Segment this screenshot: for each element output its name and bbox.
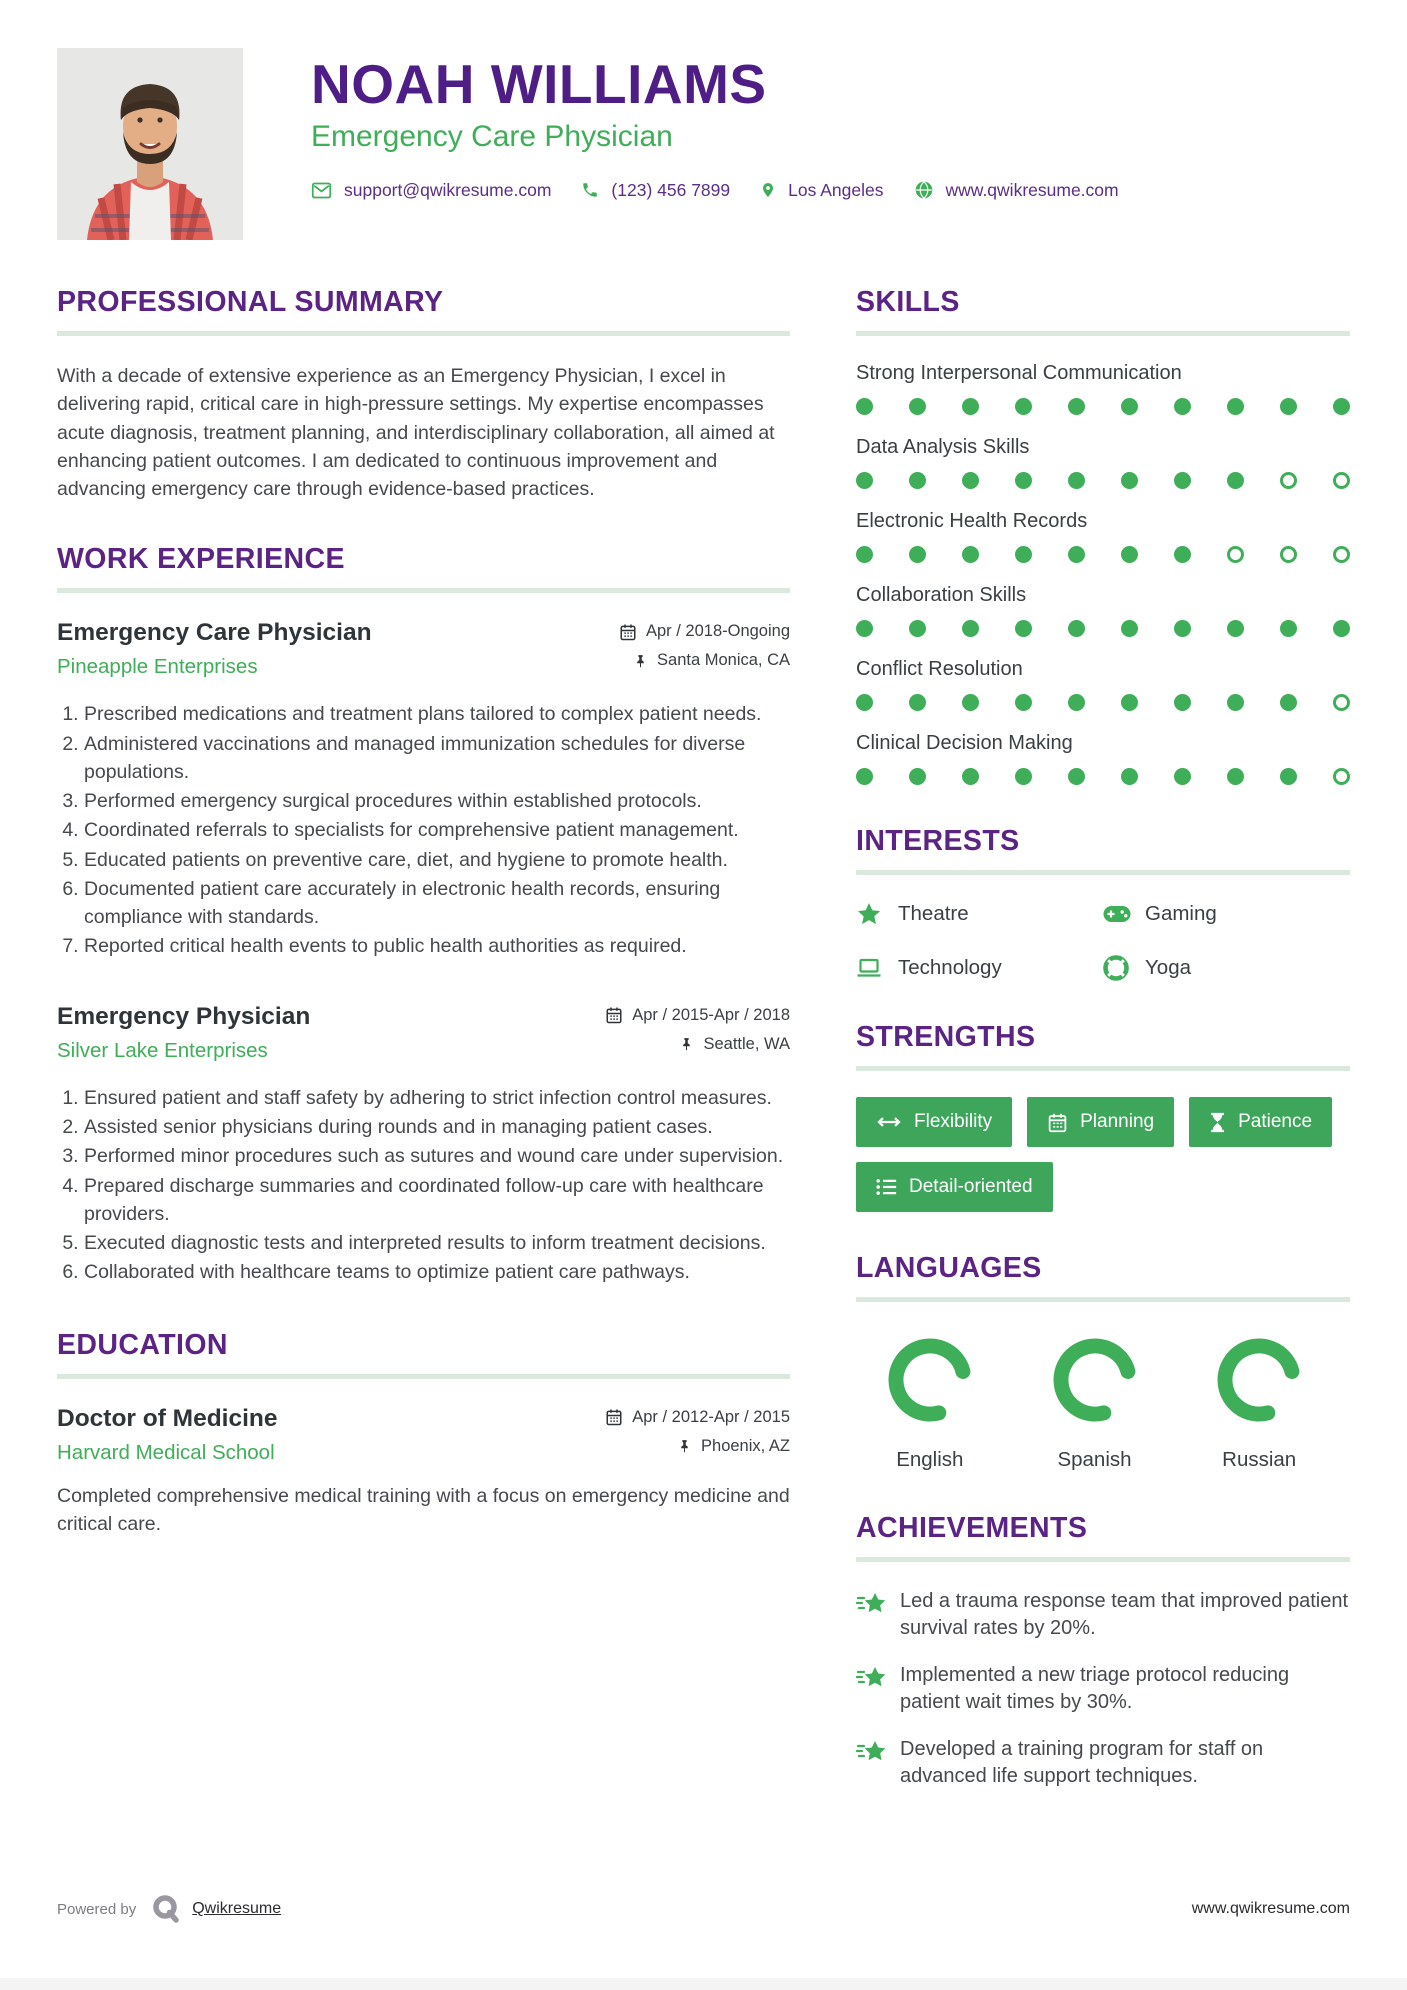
- strength-detail-oriented: [856, 1162, 1053, 1212]
- contact-phone-text: (123) 456 7899: [611, 179, 731, 200]
- skill-rating-dots: [856, 472, 1350, 489]
- pushpin-icon: [633, 653, 648, 669]
- contact-email[interactable]: [311, 180, 551, 201]
- education-dates-text: Apr / 2012-Apr / 2015: [632, 1407, 790, 1426]
- dot-filled: [1280, 620, 1297, 637]
- dot-filled: [1174, 620, 1191, 637]
- powered-by-label: Powered by: [57, 1900, 137, 1918]
- job-duty: 1. Ensured patient and staff safety by adhering to strict infection control measures.: [84, 1084, 790, 1112]
- skill-name: Collaboration Skills: [856, 584, 1027, 606]
- interest-label: Gaming: [1145, 902, 1217, 925]
- languages-list: [856, 1328, 1350, 1472]
- achievement-text: Developed a training program for staff on advanced life support techniques.: [900, 1738, 1264, 1787]
- section-skills: [856, 286, 1350, 785]
- dot-filled: [1068, 398, 1085, 415]
- interest-technology: [856, 955, 1103, 981]
- footer-branding: [57, 1893, 281, 1925]
- job-title: Emergency Care Physician: [57, 619, 372, 647]
- section-divider: [57, 1374, 790, 1379]
- job-location-text: Seattle, WA: [703, 1034, 790, 1053]
- skill-item: [856, 510, 1350, 563]
- skill-item: [856, 584, 1350, 637]
- skill-rating-dots: [856, 694, 1350, 711]
- interest-label: Theatre: [898, 902, 969, 925]
- section-heading-strengths: STRENGTHS: [856, 1021, 1036, 1053]
- skill-item: [856, 732, 1350, 785]
- person-job-title: Emergency Care Physician: [311, 119, 673, 153]
- language-label: Spanish: [1057, 1448, 1132, 1471]
- job-duty-list: [57, 1084, 790, 1287]
- dot-filled: [962, 398, 979, 415]
- interest-label: Yoga: [1145, 956, 1191, 979]
- skill-name: Electronic Health Records: [856, 510, 1088, 532]
- contact-website-text: www.qwikresume.com: [945, 179, 1119, 200]
- strength-patience: [1189, 1097, 1332, 1147]
- section-education: [57, 1329, 790, 1539]
- strength-label: Patience: [1238, 1111, 1313, 1132]
- section-heading-languages: LANGUAGES: [856, 1252, 1042, 1284]
- section-languages: [856, 1252, 1350, 1472]
- skill-item: [856, 362, 1350, 415]
- section-divider: [856, 331, 1350, 336]
- qwikresume-link[interactable]: Qwikresume: [192, 1900, 282, 1917]
- profile-photo-illustration: [57, 48, 243, 240]
- job-meta: [605, 1003, 790, 1064]
- gamepad-icon: [1103, 905, 1137, 923]
- calendar-icon: [619, 623, 637, 641]
- section-achievements: [856, 1512, 1350, 1790]
- education-header: [57, 1405, 790, 1466]
- dot-filled: [1068, 620, 1085, 637]
- laptop-icon: [856, 958, 890, 978]
- dot-filled: [1015, 472, 1032, 489]
- dot-filled: [856, 546, 873, 563]
- contact-email-text: support@qwikresume.com: [344, 179, 552, 200]
- dot-filled: [1015, 398, 1032, 415]
- language-gauge: [1207, 1328, 1311, 1432]
- right-column: [856, 286, 1350, 1810]
- dot-filled: [1068, 768, 1085, 785]
- job-company: Silver Lake Enterprises: [57, 1038, 268, 1062]
- dot-filled: [1280, 398, 1297, 415]
- list-icon: [876, 1178, 897, 1196]
- language-label: Russian: [1222, 1448, 1297, 1471]
- skill-name: Conflict Resolution: [856, 658, 1023, 680]
- job-duty: 6. Collaborated with healthcare teams to optimize patient care pathways.: [84, 1258, 790, 1286]
- dot-filled: [1174, 546, 1191, 563]
- calendar-icon: [1047, 1112, 1068, 1133]
- strength-label: Flexibility: [914, 1111, 993, 1132]
- achievement-item: [856, 1588, 1350, 1642]
- section-heading-work-experience: WORK EXPERIENCE: [57, 543, 345, 576]
- contact-location-text: Los Angeles: [788, 179, 884, 200]
- phone-icon: [581, 181, 599, 199]
- email-icon: [311, 180, 332, 201]
- job-duty: 1. Prescribed medications and treatment plans tailored to complex patient needs.: [84, 700, 790, 728]
- dot-filled: [962, 768, 979, 785]
- section-heading-achievements: ACHIEVEMENTS: [856, 1512, 1088, 1544]
- dot-filled: [909, 398, 926, 415]
- achievement-text: Led a trauma response team that improved patient survival rates by 20%.: [900, 1590, 1349, 1639]
- achievement-text: Implemented a new triage protocol reducing patient wait times by 30%.: [900, 1664, 1290, 1713]
- skill-name: Clinical Decision Making: [856, 732, 1073, 754]
- interest-yoga: [1103, 955, 1350, 981]
- job-duty: 3. Performed minor procedures such as sutures and wound care under supervision.: [84, 1142, 790, 1170]
- contact-row: [311, 180, 1149, 201]
- dot-filled: [962, 620, 979, 637]
- skill-name: Data Analysis Skills: [856, 436, 1030, 458]
- dot-filled: [1227, 472, 1244, 489]
- contact-location: [760, 180, 883, 201]
- section-heading-skills: SKILLS: [856, 286, 960, 318]
- skill-rating-dots: [856, 398, 1350, 415]
- job-duty: 2. Administered vaccinations and managed immunization schedules for diverse populations.: [84, 730, 790, 787]
- dot-empty: [1333, 472, 1350, 489]
- interest-theatre: [856, 901, 1103, 927]
- dot-empty: [1333, 546, 1350, 563]
- dot-filled: [1121, 472, 1138, 489]
- dot-filled: [1227, 398, 1244, 415]
- job-dates: [619, 622, 790, 641]
- dot-filled: [1121, 768, 1138, 785]
- dot-filled: [1174, 398, 1191, 415]
- job-company: Pineapple Enterprises: [57, 655, 258, 679]
- dot-filled: [1015, 620, 1032, 637]
- skill-rating-dots: [856, 620, 1350, 637]
- left-right-arrow-icon: [876, 1116, 902, 1128]
- header: [0, 0, 1407, 240]
- job-duty: 5. Educated patients on preventive care, diet, and hygiene to promote health.: [84, 846, 790, 874]
- dot-filled: [1174, 768, 1191, 785]
- calendar-icon: [605, 1006, 623, 1024]
- section-professional-summary: [57, 286, 790, 503]
- section-heading-professional-summary: PROFESSIONAL SUMMARY: [57, 286, 444, 318]
- dot-filled: [1121, 546, 1138, 563]
- pushpin-icon: [677, 1438, 692, 1454]
- job-dates-text: Apr / 2015-Apr / 2018: [632, 1005, 790, 1024]
- dot-filled: [1174, 472, 1191, 489]
- job-entry: [57, 619, 790, 960]
- job-dates: [605, 1006, 790, 1025]
- dot-filled: [856, 620, 873, 637]
- language-label: English: [896, 1448, 964, 1471]
- footer-website[interactable]: www.qwikresume.com: [1191, 1900, 1350, 1917]
- job-duty: 2. Assisted senior physicians during rounds and in managing patient cases.: [84, 1113, 790, 1141]
- section-divider: [856, 870, 1350, 875]
- job-location-text: Santa Monica, CA: [657, 651, 790, 670]
- dot-filled: [1121, 694, 1138, 711]
- job-dates-text: Apr / 2018-Ongoing: [645, 622, 790, 641]
- dot-filled: [962, 694, 979, 711]
- contact-phone[interactable]: [581, 180, 730, 201]
- strength-label: Planning: [1080, 1111, 1155, 1132]
- content: [0, 286, 1407, 1810]
- section-divider: [856, 1297, 1350, 1302]
- dot-empty: [1227, 546, 1244, 563]
- job-duty: 5. Executed diagnostic tests and interpreted results to inform treatment decisions.: [84, 1229, 790, 1257]
- calendar-icon: [605, 1408, 623, 1426]
- summary-text: With a decade of extensive experience as an Emergency Physician, I excel in delivering rapid, critical care in high-pressure settings. My expertise encompasses acute diagnosis, treatment planning, and interdisciplinary collaboration, all aimed at enhancing patient outcomes. I am dedicated to continuous improvement and advancing emergency care through evidence-based practices.: [57, 365, 775, 501]
- skill-rating-dots: [856, 768, 1350, 785]
- left-column: [57, 286, 790, 1810]
- dot-filled: [1015, 694, 1032, 711]
- section-interests: [856, 825, 1350, 981]
- job-duty: 4. Prepared discharge summaries and coordinated follow-up care with healthcare providers.: [84, 1172, 790, 1229]
- lifebuoy-icon: [1103, 955, 1137, 981]
- language-gauge: [878, 1328, 982, 1432]
- strength-planning: [1027, 1097, 1174, 1147]
- dot-empty: [1333, 768, 1350, 785]
- dot-empty: [1333, 694, 1350, 711]
- location-pin-icon: [760, 180, 776, 200]
- dot-filled: [1121, 398, 1138, 415]
- job-header: [57, 619, 790, 680]
- education-meta: [605, 1405, 790, 1466]
- globe-icon: [914, 180, 934, 200]
- dot-filled: [909, 546, 926, 563]
- section-divider: [856, 1557, 1350, 1562]
- job-duty: 6. Documented patient care accurately in electronic health records, ensuring compliance with standards.: [84, 875, 790, 932]
- section-divider: [856, 1066, 1350, 1071]
- dot-filled: [1068, 472, 1085, 489]
- dot-filled: [1068, 694, 1085, 711]
- dot-filled: [1227, 768, 1244, 785]
- dot-filled: [1174, 694, 1191, 711]
- star-icon: [856, 901, 890, 927]
- job-duty: 7. Reported critical health events to public health authorities as required.: [84, 932, 790, 960]
- job-meta: [619, 619, 790, 680]
- language-gauge: [1043, 1328, 1147, 1432]
- hourglass-icon: [1209, 1112, 1226, 1133]
- dot-filled: [1333, 398, 1350, 415]
- dot-filled: [909, 694, 926, 711]
- education-location-text: Phoenix, AZ: [701, 1436, 790, 1455]
- achievement-item: [856, 1736, 1350, 1790]
- shooting-star-icon: [856, 1588, 900, 1642]
- strength-label: Detail-oriented: [909, 1176, 1033, 1197]
- education-dates: [605, 1408, 790, 1427]
- job-location: [605, 1035, 790, 1054]
- skill-item: [856, 436, 1350, 489]
- section-divider: [57, 331, 790, 336]
- section-heading-interests: INTERESTS: [856, 825, 1020, 857]
- dot-filled: [1015, 768, 1032, 785]
- job-duty-list: [57, 700, 790, 960]
- shooting-star-icon: [856, 1736, 900, 1790]
- contact-website[interactable]: [914, 180, 1119, 201]
- dot-filled: [856, 398, 873, 415]
- language-item: [1021, 1328, 1169, 1472]
- dot-filled: [909, 620, 926, 637]
- interest-gaming: [1103, 901, 1350, 927]
- strength-flexibility: [856, 1097, 1012, 1147]
- job-entry: [57, 1003, 790, 1287]
- qwikresume-logo-icon: [150, 1893, 182, 1925]
- job-location: [619, 651, 790, 670]
- section-heading-education: EDUCATION: [57, 1328, 228, 1361]
- person-name: NOAH WILLIAMS: [311, 53, 767, 115]
- dot-filled: [909, 768, 926, 785]
- job-title: Emergency Physician: [57, 1002, 311, 1030]
- profile-photo: [57, 48, 243, 240]
- dot-filled: [962, 546, 979, 563]
- shooting-star-icon: [856, 1662, 900, 1716]
- section-divider: [57, 588, 790, 593]
- education-school: Harvard Medical School: [57, 1440, 275, 1464]
- dot-filled: [1227, 620, 1244, 637]
- strengths-list: [856, 1097, 1350, 1212]
- dot-filled: [1015, 546, 1032, 563]
- dot-filled: [962, 472, 979, 489]
- education-location: [605, 1437, 790, 1456]
- dot-filled: [1280, 694, 1297, 711]
- achievement-item: [856, 1662, 1350, 1716]
- job-duty: 3. Performed emergency surgical procedures within established protocols.: [84, 787, 790, 815]
- dot-filled: [856, 694, 873, 711]
- dot-filled: [1068, 546, 1085, 563]
- dot-filled: [856, 472, 873, 489]
- job-duty: 4. Coordinated referrals to specialists for comprehensive patient management.: [84, 816, 790, 844]
- dot-empty: [1280, 472, 1297, 489]
- pushpin-icon: [679, 1036, 694, 1052]
- education-degree: Doctor of Medicine: [57, 1404, 278, 1432]
- dot-filled: [856, 768, 873, 785]
- education-description: Completed comprehensive medical training with a focus on emergency medicine and critical care.: [57, 1484, 790, 1535]
- footer: [57, 1893, 1350, 1925]
- interests-grid: [856, 901, 1350, 981]
- language-item: [1185, 1328, 1333, 1472]
- language-item: [856, 1328, 1004, 1472]
- header-text: [311, 48, 1149, 240]
- section-work-experience: [57, 543, 790, 1286]
- dot-filled: [1333, 620, 1350, 637]
- interest-label: Technology: [898, 956, 1002, 979]
- dot-empty: [1280, 546, 1297, 563]
- skill-name: Strong Interpersonal Communication: [856, 362, 1182, 384]
- section-strengths: [856, 1021, 1350, 1212]
- skill-rating-dots: [856, 546, 1350, 563]
- dot-filled: [1121, 620, 1138, 637]
- dot-filled: [1227, 694, 1244, 711]
- skill-item: [856, 658, 1350, 711]
- page-edge-strip: [0, 1978, 1407, 1990]
- job-header: [57, 1003, 790, 1064]
- dot-filled: [1280, 768, 1297, 785]
- dot-filled: [909, 472, 926, 489]
